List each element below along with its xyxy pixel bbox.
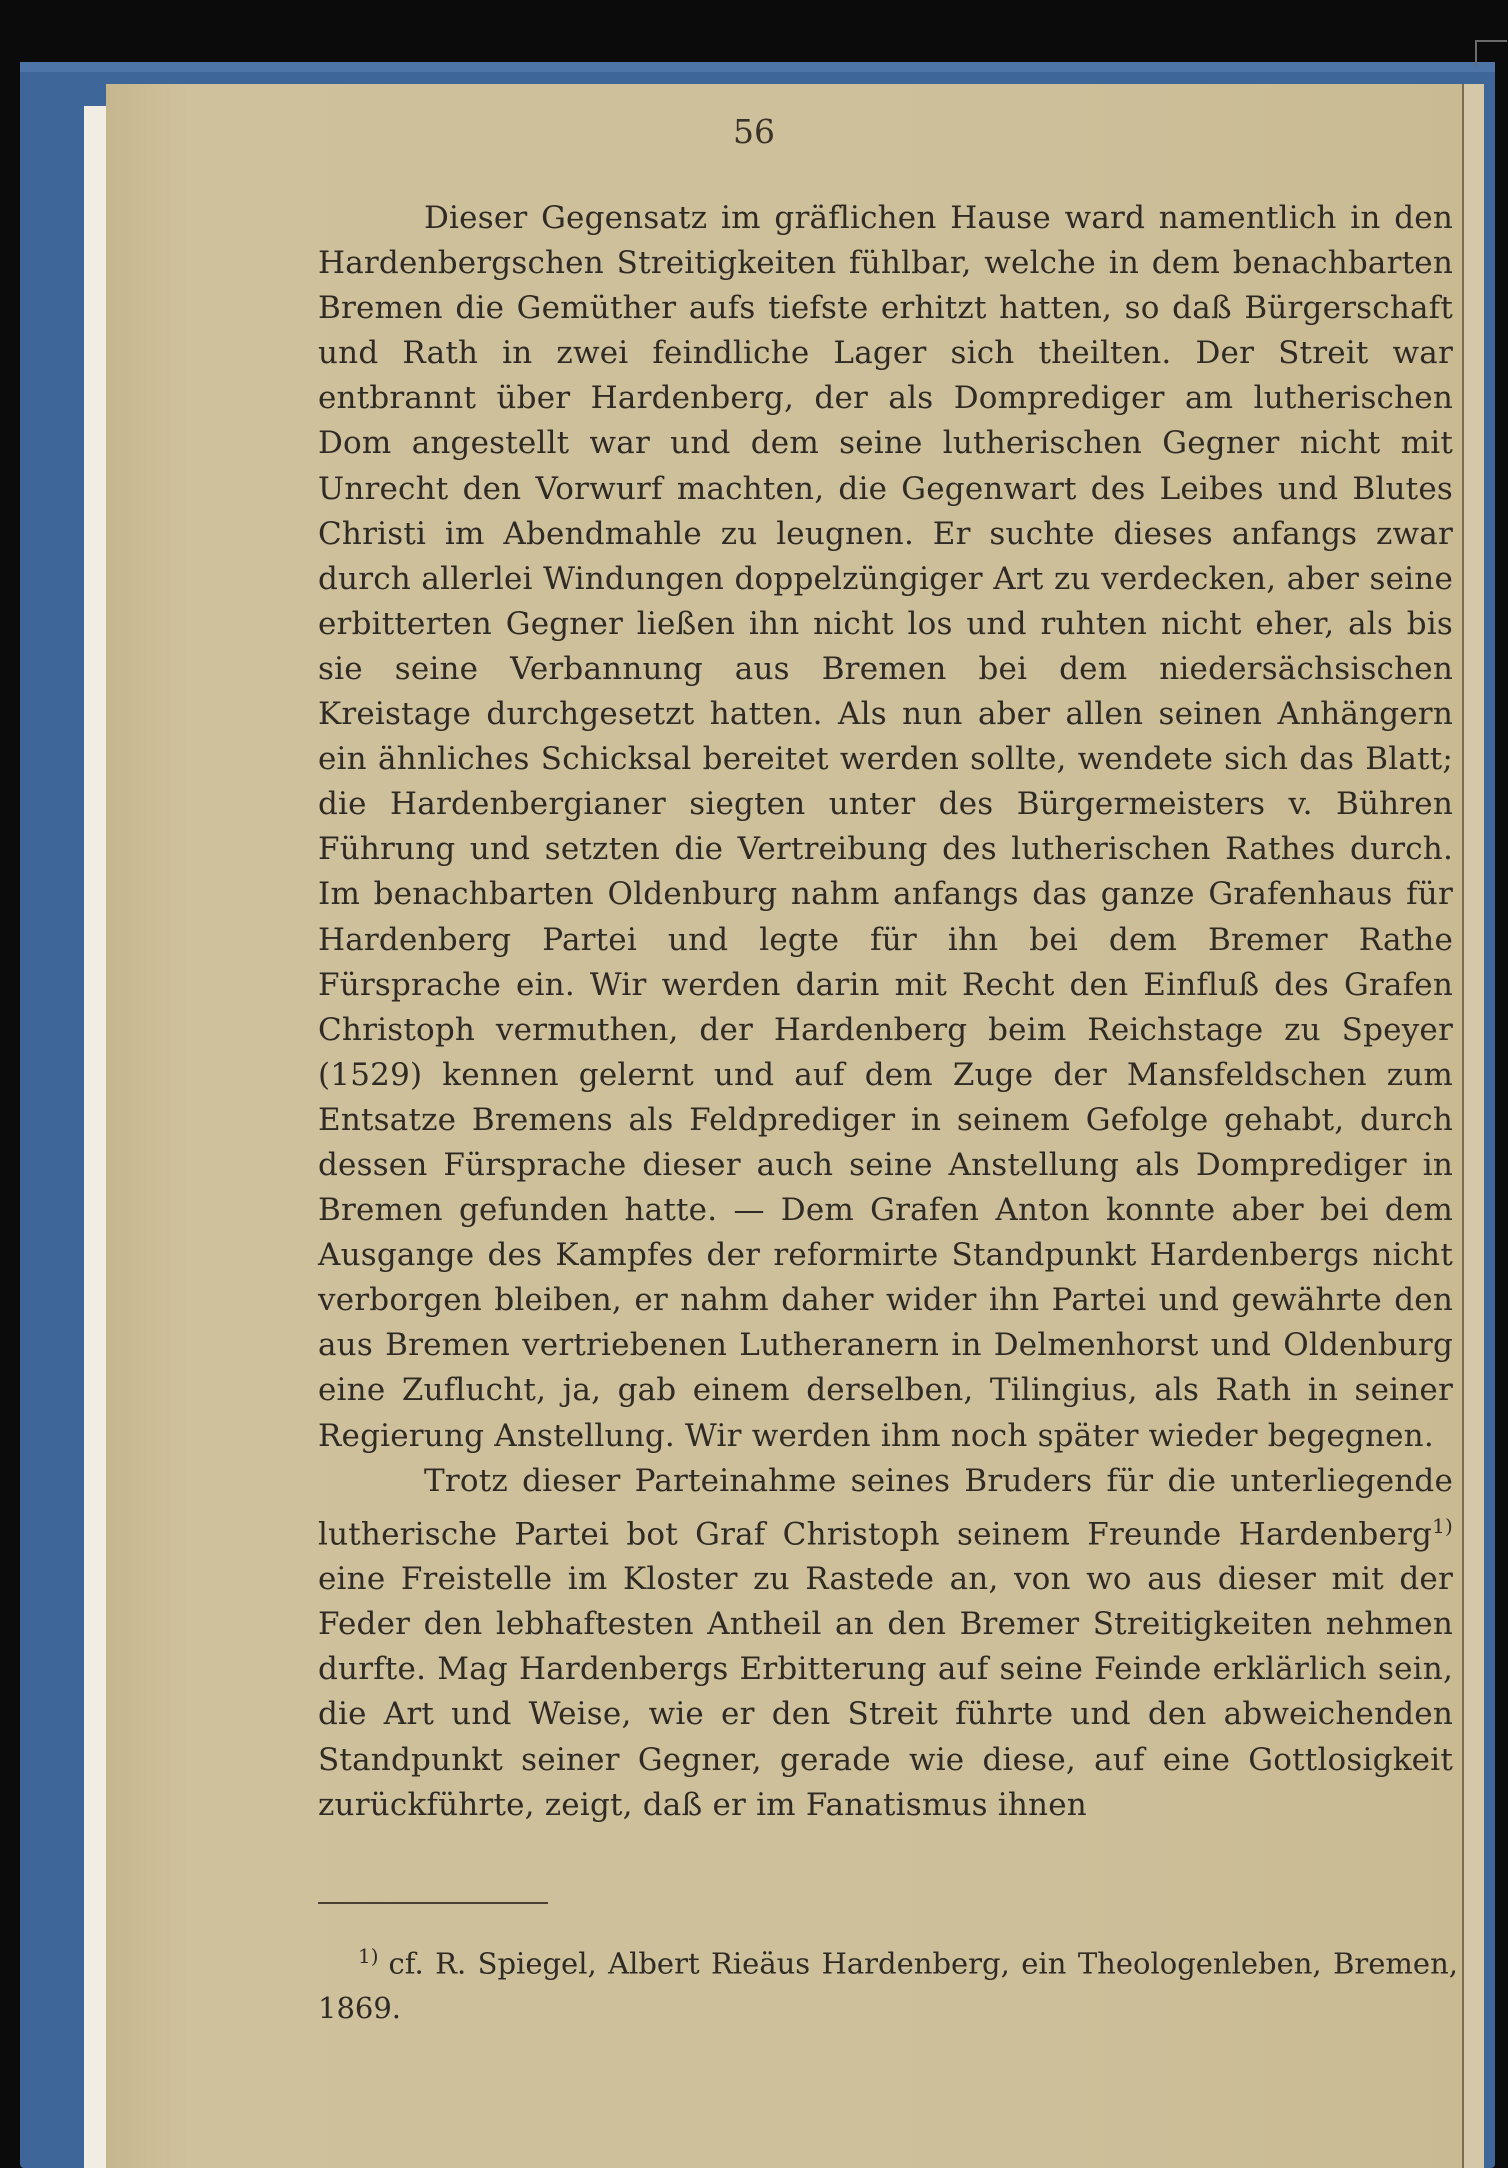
paragraph-2-before: Trotz dieser Parteinahme seines Bruders für die unterliegende lutherische Partei bot Graf Christoph seinem Freunde Hardenberg [318,1462,1453,1553]
page-number: 56 [733,112,775,151]
body-text [318,196,1453,1828]
footnote-text: cf. R. Spiegel, Albert Rieäus Hardenberg, ein Theologenleben, Bremen, 1869. [318,1946,1458,2025]
book-cover-edge [20,62,1495,72]
paragraph-2-after: eine Freistelle im Kloster zu Rastede an, von wo aus dieser mit der Feder den lebhaftesten Antheil an den Bremer Streitigkeiten nehmen durfte. Mag Hardenbergs Erbitterung auf seine Feinde erklärlich sein, die Art und Weise, wie er den Streit führte und den abweichenden Standpunkt seiner Gegner, gerade wie diese, auf eine Gottlosigkeit zurückführte, zeigt, daß er im Fanatismus ihnen [318,1561,1453,1823]
page-inner-edge [84,106,106,2168]
footnote [318,1934,1458,2030]
page-right-edge [1462,84,1484,2168]
paragraph-2 [318,1459,1453,1828]
scan-corner-mark [1475,40,1507,66]
paragraph-1: Dieser Gegensatz im gräflichen Hause ward namentlich in den Hardenbergschen Streitigkeiten fühlbar, welche in dem benachbarten Bremen die Gemüther aufs tiefste erhitzt hatten, so daß Bürgerschaft und Rath in zwei feindliche Lager sich theilten. Der Streit war entbrannt über Hardenberg, der als Domprediger am lutherischen Dom angestellt war und dem seine lutherischen Gegner nicht mit Unrecht den Vorwurf machten, die Gegenwart des Leibes und Blutes Christi im Abendmahle zu leugnen. Er suchte dieses anfangs zwar durch allerlei Windungen doppelzüngiger Art zu verdecken, aber seine erbitterten Gegner ließen ihn nicht los und ruhten nicht eher, als bis sie seine Verbannung aus Bremen bei dem niedersächsischen Kreistage durchgesetzt hatten. Als nun aber allen seinen Anhängern ein ähnliches Schicksal bereitet werden sollte, wendete sich das Blatt; die Hardenbergianer siegten unter des Bürgermeisters v. Bühren Führung und setzten die Vertreibung des lutherischen Rathes durch. Im benachbarten Oldenburg nahm anfangs das ganze Grafenhaus für Hardenberg Partei und legte für ihn bei dem Bremer Rathe Fürsprache ein. Wir werden darin mit Recht den Einfluß des Grafen Christoph vermuthen, der Hardenberg beim Reichstage zu Speyer (1529) kennen gelernt und auf dem Zuge der Mansfeldschen zum Entsatze Bremens als Feldprediger in seinem Gefolge gehabt, durch dessen Fürsprache dieser auch seine Anstellung als Domprediger in Bremen gefunden hatte. — Dem Grafen Anton konnte aber bei dem Ausgange des Kampfes der reformirte Standpunkt Hardenbergs nicht verborgen bleiben, er nahm daher wider ihn Partei und gewährte den aus Bremen vertriebenen Lutheranern in Delmenhorst und Oldenburg eine Zuflucht, ja, gab einem derselben, Tilingius, als Rath in seiner Regierung Anstellung. Wir werden ihm noch später wieder begegnen. [318,200,1453,1454]
footnote-marker: 1) [358,1944,379,1968]
footnote-divider [318,1902,548,1904]
footnote-reference: 1) [1432,1513,1453,1538]
